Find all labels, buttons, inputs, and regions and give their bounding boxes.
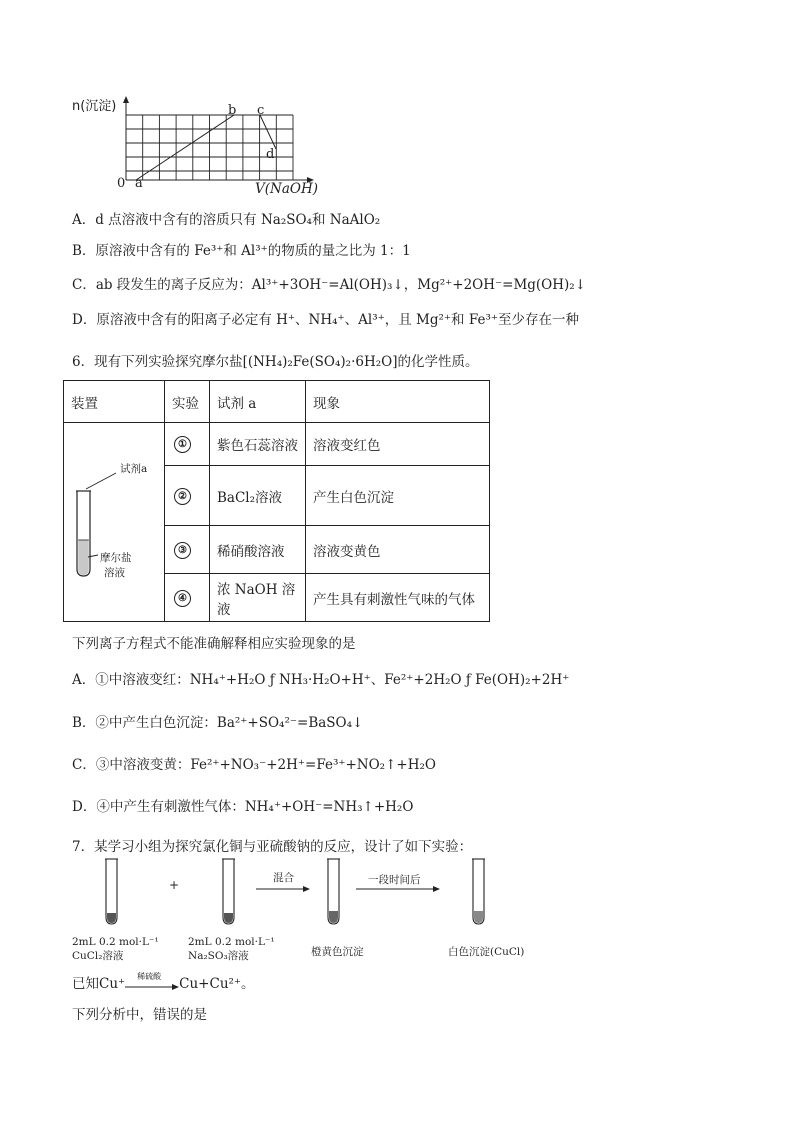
q7-arrow-mix: 混合 (273, 872, 294, 884)
q7-plus: + (169, 878, 180, 892)
row-reagent: 紫色石蕊溶液 (210, 423, 306, 466)
header-reagent: 试剂 a (210, 381, 306, 423)
reaction-arrow-icon (125, 983, 179, 991)
tube-label-solution: 溶液 (104, 567, 125, 579)
q7-stem: 7．某学习小组为探究氯化铜与亚硫酸钠的反应，设计了如下实验： (72, 839, 473, 855)
graph-point-c: c (257, 103, 265, 118)
row-number: ③ (174, 542, 191, 559)
row-number: ① (174, 436, 191, 453)
graph-point-b: b (228, 103, 237, 118)
graph-point-a: a (135, 176, 143, 191)
graph-y-label: n(沉淀) (72, 99, 117, 114)
apparatus-cell (64, 423, 165, 622)
row-number: ② (174, 488, 191, 505)
q5-option-a: A．d 点溶液中含有的溶质只有 Na₂SO₄和 NaAlO₂ (72, 212, 381, 228)
q7-tube3-label: 橙黄色沉淀 (311, 946, 364, 958)
tube-label-salt: 摩尔盐 (100, 552, 132, 564)
q7-arrow-time: 一段时间后 (368, 874, 421, 886)
row-reagent: BaCl₂溶液 (210, 466, 306, 526)
tube-label-reagent: 试剂a (120, 463, 148, 475)
graph-point-d: d (266, 147, 275, 162)
row-reagent: 稀硝酸溶液 (210, 526, 306, 574)
q7-tube1-conc: 2mL 0.2 mol·L⁻¹ (72, 936, 159, 948)
q6-question: 下列离子方程式不能准确解释相应实验现象的是 (72, 636, 356, 652)
q6-option-b: B．②中产生白色沉淀：Ba²⁺+SO₄²⁻=BaSO₄↓ (72, 715, 364, 731)
q6-option-a: A．①中溶液变红：NH₄⁺+H₂O ƒ NH₃·H₂O+H⁺、Fe²⁺+2H₂O ƒ Fe(OH)₂+2H⁺ (72, 672, 570, 688)
q6-option-d: D．④中产生有刺激性气体：NH₄⁺+OH⁻=NH₃↑+H₂O (72, 799, 414, 815)
q7-known-prefix: 已知Cu⁺ (72, 976, 126, 992)
row-phenomenon: 产生具有刺激性气味的气体 (306, 574, 490, 622)
row-reagent: 浓 NaOH 溶液 (210, 574, 306, 622)
q7-tube2-conc: 2mL 0.2 mol·L⁻¹ (188, 936, 275, 948)
graph-origin: 0 (117, 176, 126, 191)
q6-stem: 6．现有下列实验探究摩尔盐[(NH₄)₂Fe(SO₄)₂·6H₂O]的化学性质。 (72, 354, 479, 370)
q7-known-suffix: Cu+Cu²⁺。 (179, 976, 255, 992)
q7-known-condition: 稀硫酸 (137, 971, 162, 981)
header-phenomenon: 现象 (306, 381, 490, 423)
q7-question: 下列分析中，错误的是 (72, 1007, 207, 1023)
test-tube-icon (64, 423, 164, 621)
row-phenomenon: 溶液变黄色 (306, 526, 490, 574)
q7-known (72, 972, 255, 992)
header-experiment: 实验 (165, 381, 210, 423)
row-number: ④ (174, 590, 191, 607)
q5-option-d: D．原溶液中含有的阳离子必定有 H⁺、NH₄⁺、Al³⁺，且 Mg²⁺和 Fe³⁺至少存在一种 (72, 312, 579, 328)
q7-tube1-name: CuCl₂溶液 (72, 950, 124, 962)
experiment-table (63, 380, 490, 622)
q7-tube2-name: Na₂SO₃溶液 (188, 950, 249, 962)
row-phenomenon: 产生白色沉淀 (306, 466, 490, 526)
graph-x-label: V(NaOH) (255, 181, 318, 197)
q5-option-c: C．ab 段发生的离子反应为：Al³⁺+3OH⁻=Al(OH)₃↓，Mg²⁺+2OH⁻=Mg(OH)₂↓ (72, 277, 587, 293)
q6-option-c: C．③中溶液变黄：Fe²⁺+NO₃⁻+2H⁺=Fe³⁺+NO₂↑+H₂O (72, 757, 436, 773)
row-phenomenon: 溶液变红色 (306, 423, 490, 466)
q7-apparatus (70, 855, 530, 935)
q7-tube4-label: 白色沉淀(CuCl) (448, 946, 525, 958)
header-apparatus: 装置 (64, 381, 165, 423)
q5-option-b: B．原溶液中含有的 Fe³⁺和 Al³⁺的物质的量之比为 1：1 (72, 243, 411, 259)
